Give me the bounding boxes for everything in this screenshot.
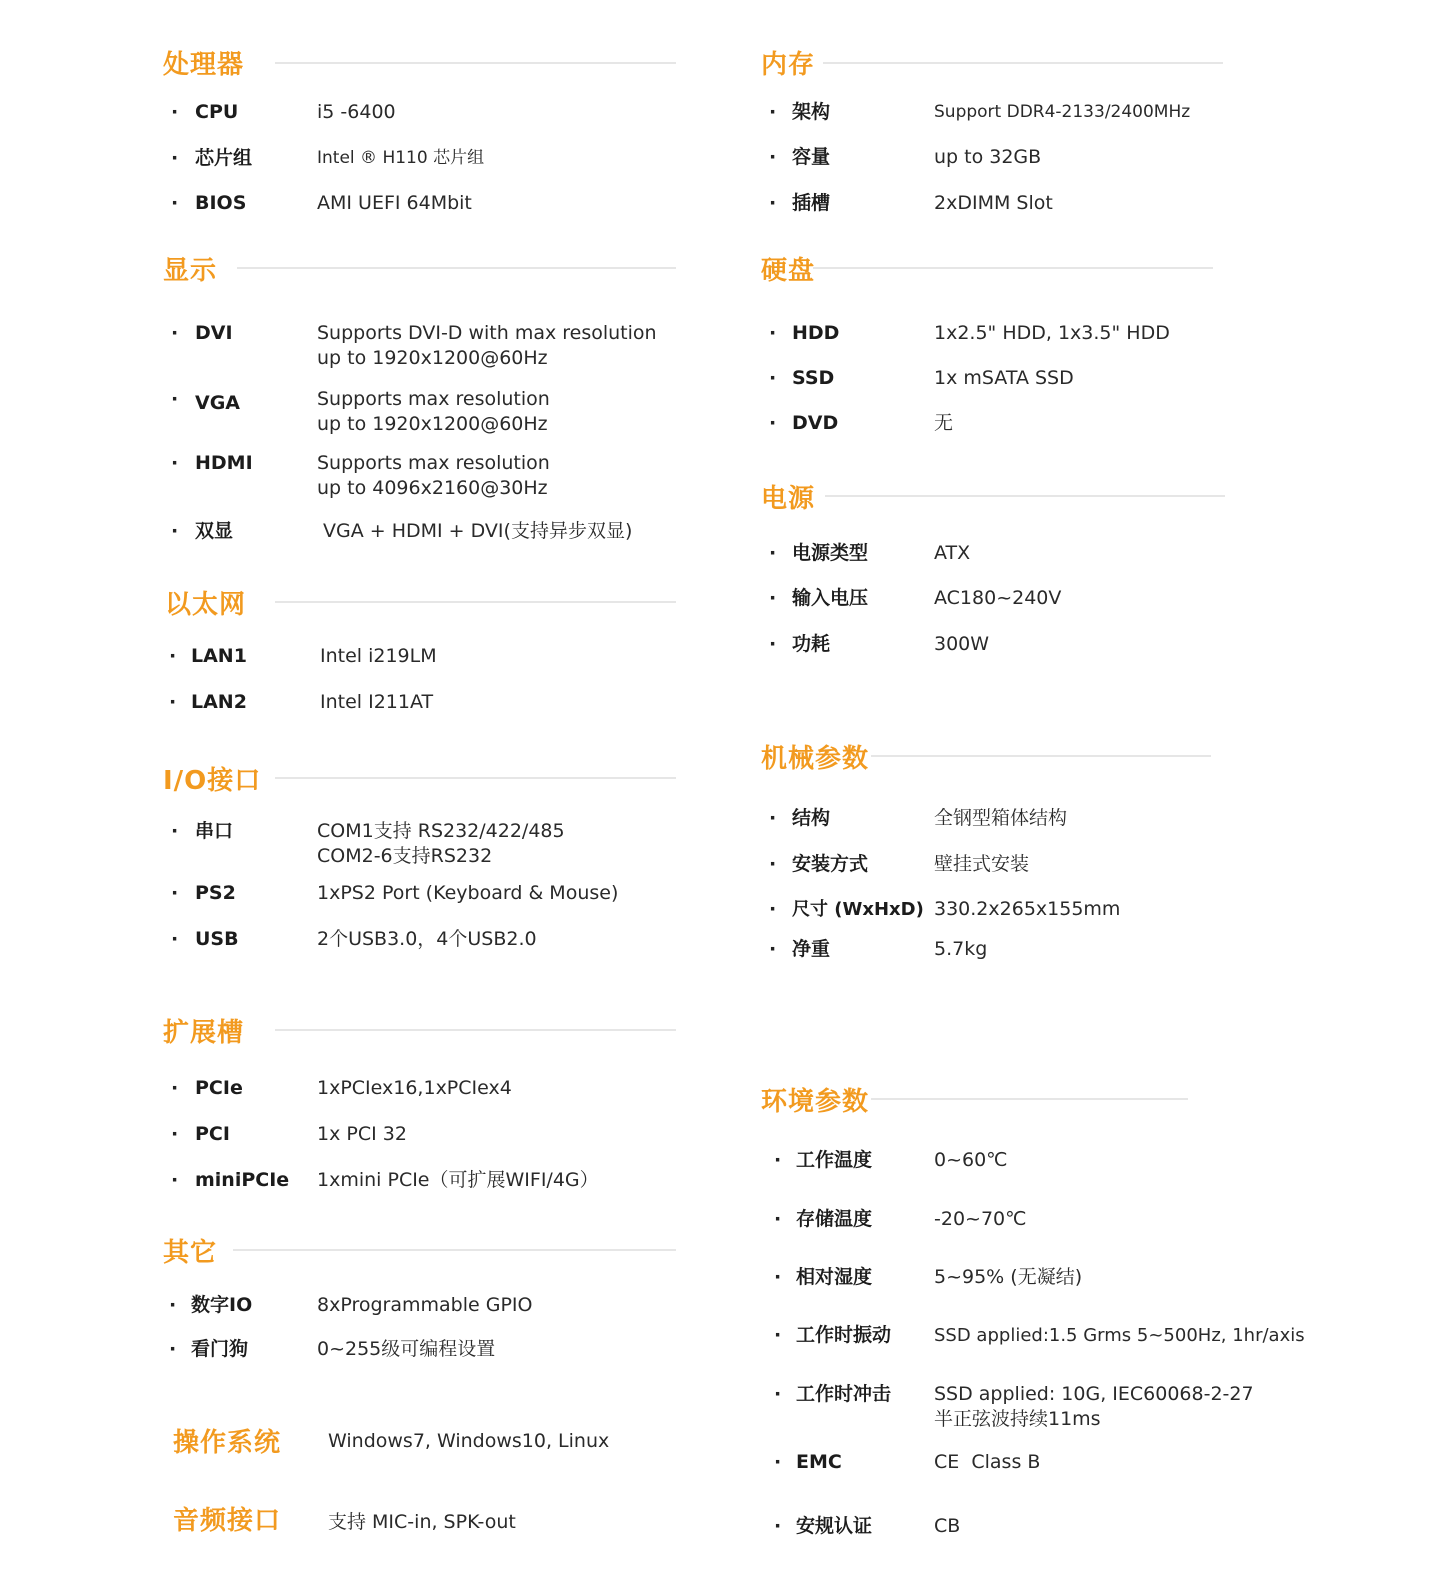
section-storage — [761, 250, 1213, 450]
spec-key: 工作温度 — [796, 1149, 873, 1171]
spec-value: up to 32GB — [934, 146, 1042, 168]
section-divider — [237, 267, 676, 269]
section-power — [761, 478, 1225, 668]
spec-key: 数字IO — [191, 1294, 253, 1316]
spec-key: 尺寸 (WxHxD) — [792, 899, 924, 920]
bullet-icon: · — [769, 322, 777, 344]
spec-key: HDD — [792, 322, 840, 344]
section-divider — [275, 601, 676, 603]
section-divider — [275, 62, 676, 64]
section-divider — [813, 267, 1213, 269]
section-divider — [825, 495, 1225, 497]
spec-value: Support DDR4-2133/2400MHz — [934, 102, 1191, 122]
spec-value-line: SSD applied: 10G, IEC60068-2-27 — [934, 1383, 1254, 1405]
spec-value: 300W — [934, 633, 990, 655]
spec-key: DVD — [792, 412, 839, 434]
spec-key: 架构 — [792, 101, 831, 123]
spec-value: ATX — [934, 542, 971, 564]
spec-value: 1xmini PCIe（可扩展WIFI/4G） — [317, 1169, 599, 1191]
spec-value: Intel i219LM — [320, 645, 437, 667]
bullet-icon: · — [774, 1383, 782, 1405]
bullet-icon: · — [774, 1515, 782, 1537]
bullet-icon: · — [169, 645, 177, 667]
section-title: 显示 — [163, 256, 218, 286]
bullet-icon: · — [171, 388, 179, 410]
bullet-icon: · — [171, 147, 179, 169]
spec-value: 无 — [934, 412, 954, 434]
spec-key: 芯片组 — [195, 147, 253, 169]
spec-value-line: COM2-6支持RS232 — [317, 845, 493, 867]
section-other — [163, 1232, 676, 1372]
spec-key: SSD — [792, 367, 835, 389]
section-title: 扩展槽 — [163, 1018, 245, 1048]
bullet-icon: · — [769, 898, 777, 920]
spec-value — [317, 321, 657, 371]
section-display — [163, 250, 676, 550]
spec-key: 容量 — [792, 146, 831, 168]
spec-key: PCI — [195, 1123, 230, 1145]
bullet-icon: · — [169, 691, 177, 713]
section-title: 处理器 — [163, 50, 245, 80]
spec-key: USB — [195, 928, 239, 950]
bullet-icon: · — [169, 1338, 177, 1360]
spec-value: CE Class B — [934, 1451, 1041, 1473]
spec-value-line: up to 1920x1200@60Hz — [317, 413, 548, 435]
spec-value: AC180~240V — [934, 587, 1062, 609]
spec-value-line: COM1支持 RS232/422/485 — [317, 820, 565, 842]
spec-value-line: Supports max resolution — [317, 388, 550, 410]
bullet-icon: · — [171, 322, 179, 344]
spec-value: 5.7kg — [934, 938, 988, 960]
spec-key: miniPCIe — [195, 1169, 290, 1191]
spec-key: 输入电压 — [792, 587, 869, 609]
os-value: Windows7, Windows10, Linux — [328, 1430, 610, 1452]
bullet-icon: · — [171, 101, 179, 123]
spec-value: AMI UEFI 64Mbit — [317, 192, 472, 214]
bullet-icon: · — [769, 367, 777, 389]
bullet-icon: · — [774, 1149, 782, 1171]
os-title: 操作系统 — [173, 1428, 282, 1458]
spec-value-line: 半正弦波持续11ms — [934, 1408, 1101, 1430]
spec-key: LAN2 — [191, 691, 247, 713]
spec-value: VGA + HDMI + DVI(支持异步双显) — [323, 520, 633, 542]
spec-key: 净重 — [792, 938, 831, 960]
spec-value: SSD applied:1.5 Grms 5~500Hz, 1hr/axis — [934, 1325, 1305, 1346]
spec-key: 电源类型 — [792, 542, 869, 564]
section-divider — [275, 777, 676, 779]
spec-value: 1x2.5" HDD, 1x3.5" HDD — [934, 322, 1170, 344]
section-title: 机械参数 — [761, 744, 870, 774]
spec-value: CB — [934, 1515, 961, 1537]
spec-key: 双显 — [195, 520, 234, 542]
spec-value-line: Supports max resolution — [317, 452, 550, 474]
bullet-icon: · — [774, 1451, 782, 1473]
spec-value-line: Supports DVI-D with max resolution — [317, 322, 657, 344]
spec-value-line: up to 1920x1200@60Hz — [317, 347, 548, 369]
spec-key: 看门狗 — [191, 1338, 249, 1360]
spec-value — [317, 819, 565, 869]
bullet-icon: · — [769, 587, 777, 609]
section-divider — [233, 1249, 676, 1251]
section-divider — [871, 1098, 1188, 1100]
spec-key: 工作时振动 — [796, 1324, 892, 1346]
spec-key: 安规认证 — [796, 1515, 873, 1537]
spec-value: 2个USB3.0，4个USB2.0 — [317, 928, 537, 950]
spec-value: -20~70℃ — [934, 1208, 1027, 1230]
spec-value — [317, 451, 550, 501]
section-expansion — [163, 1012, 676, 1202]
section-io — [163, 760, 676, 960]
section-title: 其它 — [163, 1238, 218, 1268]
bullet-icon: · — [769, 853, 777, 875]
spec-key: 工作时冲击 — [796, 1383, 892, 1405]
spec-key: CPU — [195, 101, 239, 123]
bullet-icon: · — [769, 192, 777, 214]
spec-key: EMC — [796, 1451, 842, 1473]
section-divider — [275, 1029, 676, 1031]
spec-value: 1xPCIex16,1xPCIex4 — [317, 1077, 512, 1099]
spec-value: 壁挂式安装 — [934, 853, 1030, 875]
spec-key: PCIe — [195, 1077, 243, 1099]
bullet-icon: · — [171, 192, 179, 214]
spec-value: i5 -6400 — [317, 101, 396, 123]
spec-value — [317, 387, 550, 437]
section-title: 内存 — [761, 50, 816, 80]
bullet-icon: · — [769, 542, 777, 564]
spec-key: 存储温度 — [796, 1208, 873, 1230]
spec-key: HDMI — [195, 452, 253, 474]
spec-key: 串口 — [195, 820, 234, 842]
bullet-icon: · — [769, 146, 777, 168]
bullet-icon: · — [774, 1324, 782, 1346]
bullet-icon: · — [171, 1077, 179, 1099]
bullet-icon: · — [769, 807, 777, 829]
section-title: 硬盘 — [761, 256, 816, 286]
spec-value: 2xDIMM Slot — [934, 192, 1053, 214]
spec-key: 功耗 — [792, 633, 831, 655]
spec-key: PS2 — [195, 882, 236, 904]
spec-key: BIOS — [195, 192, 247, 214]
bullet-icon: · — [171, 1169, 179, 1191]
spec-value: 1xPS2 Port (Keyboard & Mouse) — [317, 882, 619, 904]
section-memory — [761, 44, 1223, 224]
section-divider — [871, 755, 1211, 757]
spec-key: 结构 — [792, 807, 831, 829]
section-environment — [761, 1081, 1321, 1551]
spec-key: VGA — [195, 392, 241, 414]
spec-value: 1x PCI 32 — [317, 1123, 407, 1145]
spec-value: 330.2x265x155mm — [934, 898, 1121, 920]
bullet-icon: · — [769, 101, 777, 123]
spec-value: 0~60℃ — [934, 1149, 1008, 1171]
spec-value-line: up to 4096x2160@30Hz — [317, 477, 548, 499]
bullet-icon: · — [171, 1123, 179, 1145]
bullet-icon: · — [171, 882, 179, 904]
bullet-icon: · — [171, 452, 179, 474]
section-title: I/O接口 — [163, 766, 262, 796]
spec-key: 安装方式 — [792, 853, 869, 875]
spec-value: 5~95% (无凝结) — [934, 1266, 1083, 1288]
section-title: 环境参数 — [761, 1087, 870, 1117]
spec-value: Intel I211AT — [320, 691, 434, 713]
section-cpu — [163, 44, 676, 224]
bullet-icon: · — [769, 938, 777, 960]
audio-title: 音频接口 — [173, 1506, 282, 1536]
section-mechanical — [761, 738, 1211, 968]
section-ethernet — [165, 584, 676, 724]
spec-value: 全钢型箱体结构 — [934, 807, 1068, 829]
bullet-icon: · — [769, 412, 777, 434]
bullet-icon: · — [171, 820, 179, 842]
section-title: 电源 — [761, 484, 816, 514]
audio-value: 支持 MIC-in, SPK-out — [328, 1511, 516, 1533]
spec-key: 插槽 — [792, 192, 831, 214]
spec-value — [934, 1382, 1254, 1432]
spec-value: 0~255级可编程设置 — [317, 1338, 496, 1360]
spec-key: LAN1 — [191, 645, 247, 667]
bullet-icon: · — [171, 928, 179, 950]
bullet-icon: · — [769, 633, 777, 655]
section-divider — [823, 62, 1223, 64]
bullet-icon: · — [171, 520, 179, 542]
bullet-icon: · — [169, 1294, 177, 1316]
section-title: 以太网 — [165, 590, 247, 620]
spec-key: 相对湿度 — [796, 1266, 873, 1288]
spec-value: 8xProgrammable GPIO — [317, 1294, 533, 1316]
bullet-icon: · — [774, 1208, 782, 1230]
spec-key: DVI — [195, 322, 233, 344]
spec-value: Intel ® H110 芯片组 — [317, 148, 485, 168]
spec-value: 1x mSATA SSD — [934, 367, 1074, 389]
bullet-icon: · — [774, 1266, 782, 1288]
